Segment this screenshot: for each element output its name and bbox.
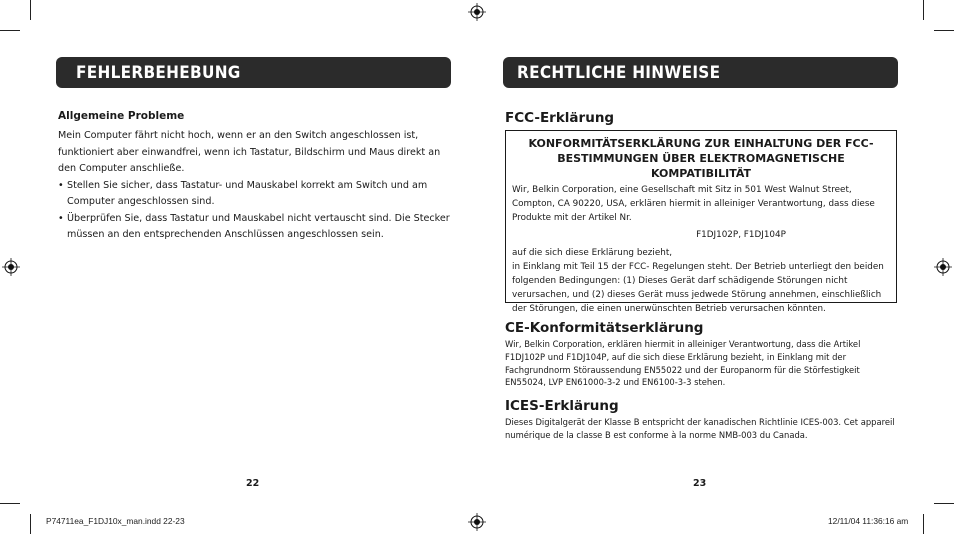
crop-mark xyxy=(923,0,924,20)
left-banner-title: FEHLERBEHEBUNG xyxy=(76,63,241,83)
fcc-paragraph-2-line1: auf die sich diese Erklärung bezieht, xyxy=(512,247,673,258)
fcc-box-title-line2: BESTIMMUNGEN ÜBER ELEKTROMAGNETISCHE KOMPATIBILITÄT xyxy=(557,152,845,180)
fcc-box-title xyxy=(506,136,896,181)
ices-heading: ICES-Erklärung xyxy=(505,398,619,414)
crop-mark xyxy=(0,503,20,504)
fcc-heading: FCC-Erklärung xyxy=(505,110,615,126)
bullet-item: • Überprüfen Sie, dass Tastatur und Mauskabel nicht vertauscht sind. Die Stecker müssen an den entsprechenden Anschlüssen angeschlossen sein. xyxy=(58,211,450,244)
section-heading: Allgemeine Probleme xyxy=(58,110,185,122)
left-page-banner xyxy=(56,57,451,88)
crop-mark xyxy=(30,514,31,534)
ce-heading: CE-Konformitätserklärung xyxy=(505,320,704,336)
page-number-left: 22 xyxy=(246,478,260,489)
page-number-right: 23 xyxy=(693,478,707,489)
bullet-item: • Stellen Sie sicher, dass Tastatur- und Mauskabel korrekt am Switch und am Computer angeschlossen sind. xyxy=(58,178,450,211)
fcc-declaration-box xyxy=(505,130,897,314)
intro-paragraph: Mein Computer fährt nicht hoch, wenn er an den Switch angeschlossen ist, funktioniert aber einwandfrei, wenn ich Tastatur, Bildschirm und Maus direkt an den Computer anschließe. xyxy=(58,130,441,174)
slug-timestamp: 12/11/04 11:36:16 am xyxy=(828,516,909,526)
fcc-model-numbers: F1DJ102P, F1DJ104P xyxy=(696,230,786,240)
registration-mark-icon xyxy=(2,258,20,276)
right-page-banner xyxy=(503,57,898,88)
registration-mark-icon xyxy=(468,513,486,531)
registration-mark-icon xyxy=(934,258,952,276)
crop-mark xyxy=(934,30,954,31)
ce-paragraph: Wir, Belkin Corporation, erklären hiermit in alleiniger Verantwortung, dass die Artikel F1DJ102P und F1DJ104P, auf die sich diese Erklärung bezieht, in Einklang mit der Fachgrundnorm Störaussendung EN55022 und der Europanorm für die Störfestigkeit EN55024, LVP EN61000-3-2 und EN6100-3-3 stehen. xyxy=(505,339,861,388)
crop-mark xyxy=(923,514,924,534)
fcc-paragraph-2-body: in Einklang mit Teil 15 der FCC- Regelungen steht. Der Betrieb unterliegt den beiden folgenden Bedingungen: (1) Dieses Gerät darf schädigende Störungen nicht verursachen, und (2) dieses Gerät muss jedwede Störung annehmen, einschließlich der Störungen, die einen unerwünschten Betrieb verursachen könnten. xyxy=(512,261,884,314)
ices-paragraph: Dieses Digitalgerät der Klasse B entspricht der kanadischen Richtlinie ICES-003. Cet appareil numérique de la classe B est conforme à la norme NMB-003 du Canada. xyxy=(505,417,895,440)
fcc-paragraph-2 xyxy=(512,246,888,316)
fcc-paragraph-1: Wir, Belkin Corporation, eine Gesellschaft mit Sitz in 501 West Walnut Street, Compton, CA 90220, USA, erklären hiermit in alleiniger Verantwortung, dass diese Produkte mit der Artikel Nr. xyxy=(512,185,875,223)
fcc-box-title-line1: KONFORMITÄTSERKLÄRUNG ZUR EINHALTUNG DER FCC- xyxy=(528,137,874,150)
crop-mark xyxy=(0,30,20,31)
crop-mark xyxy=(934,503,954,504)
crop-mark xyxy=(30,0,31,20)
slug-filename: P74711ea_F1DJ10x_man.indd 22-23 xyxy=(46,516,185,526)
registration-mark-icon xyxy=(468,3,486,21)
left-page-content xyxy=(58,110,450,244)
right-banner-title: RECHTLICHE HINWEISE xyxy=(517,63,721,83)
